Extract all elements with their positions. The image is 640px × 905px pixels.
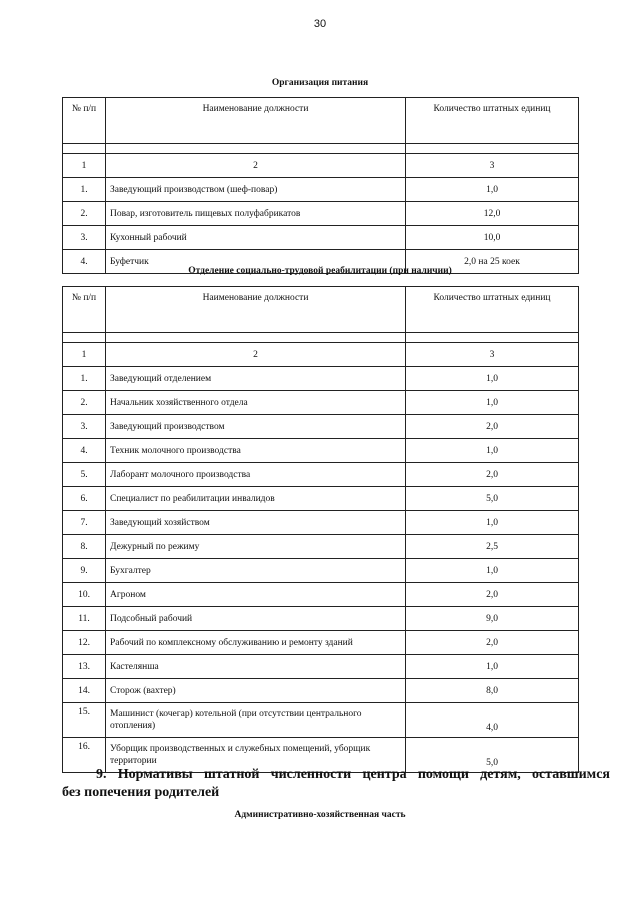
- staff-count: 1,0: [406, 178, 579, 202]
- staff-count: 2,0: [406, 583, 579, 607]
- staff-count: 2,0: [406, 415, 579, 439]
- staff-count: 10,0: [406, 226, 579, 250]
- position-name: Агроном: [106, 583, 406, 607]
- index-cell: 2: [106, 154, 406, 178]
- staff-count: 2,5: [406, 535, 579, 559]
- row-number: 1.: [63, 178, 106, 202]
- table-index-row: [63, 343, 579, 367]
- index-cell: 1: [63, 343, 106, 367]
- section-heading: 9. Нормативы штатной численности центра помощи детям, оставшимся: [96, 767, 610, 782]
- position-name: Кухонный рабочий: [106, 226, 406, 250]
- index-cell: 3: [406, 154, 579, 178]
- table-row: [63, 178, 579, 202]
- position-name: Техник молочного производства: [106, 439, 406, 463]
- header-position: Наименование должности: [106, 287, 406, 333]
- row-number: 13.: [63, 655, 106, 679]
- position-name: Буфетчик: [106, 250, 406, 274]
- position-name: Заведующий производством: [106, 415, 406, 439]
- staff-count: 1,0: [406, 511, 579, 535]
- row-number: 16.: [63, 738, 106, 773]
- table-row: [63, 583, 579, 607]
- index-cell: 2: [106, 343, 406, 367]
- table-row: [63, 463, 579, 487]
- index-cell: 3: [406, 343, 579, 367]
- row-number: 4.: [63, 439, 106, 463]
- staff-count: 4,0: [406, 703, 579, 738]
- page-number: 30: [313, 18, 327, 30]
- position-name: Повар, изготовитель пищевых полуфабрикатов: [106, 202, 406, 226]
- staff-count: 2,0: [406, 631, 579, 655]
- row-number: 1.: [63, 367, 106, 391]
- header-number: № п/п: [63, 287, 106, 333]
- row-number: 7.: [63, 511, 106, 535]
- section-heading-continued: без попечения родителей: [62, 785, 220, 800]
- staff-count: 5,0: [406, 487, 579, 511]
- row-number: 12.: [63, 631, 106, 655]
- table-row: [63, 559, 579, 583]
- staff-count: 9,0: [406, 607, 579, 631]
- header-count: Количество штатных единиц: [406, 287, 579, 333]
- row-number: 8.: [63, 535, 106, 559]
- staff-count: 2,0 на 25 коек: [406, 250, 579, 274]
- staff-count: 1,0: [406, 559, 579, 583]
- table-row: [63, 703, 579, 738]
- staff-count: 1,0: [406, 367, 579, 391]
- staff-count: 1,0: [406, 655, 579, 679]
- row-number: 4.: [63, 250, 106, 274]
- staff-count: 1,0: [406, 439, 579, 463]
- position-name: Уборщик производственных и служебных помещений, уборщик территории: [106, 738, 406, 773]
- table-row: [63, 511, 579, 535]
- position-name: Рабочий по комплексному обслуживанию и ремонту зданий: [106, 631, 406, 655]
- row-number: 3.: [63, 415, 106, 439]
- staff-count: 1,0: [406, 391, 579, 415]
- position-name: Кастелянша: [106, 655, 406, 679]
- row-number: 10.: [63, 583, 106, 607]
- table-row: [63, 607, 579, 631]
- position-name: Бухгалтер: [106, 559, 406, 583]
- staff-count: 8,0: [406, 679, 579, 703]
- position-name: Подсобный рабочий: [106, 607, 406, 631]
- rehabilitation-staff-table: [62, 286, 579, 773]
- table2-title: Отделение социально-трудовой реабилитации (при наличии): [188, 266, 452, 276]
- table-row: [63, 535, 579, 559]
- table-row: [63, 202, 579, 226]
- section-subtitle: Административно-хозяйственная часть: [234, 810, 406, 820]
- table-row: [63, 226, 579, 250]
- table1-title: Организация питания: [271, 78, 369, 88]
- table-row: [63, 679, 579, 703]
- row-number: 9.: [63, 559, 106, 583]
- staff-count: 12,0: [406, 202, 579, 226]
- staff-count: 5,0: [406, 738, 579, 773]
- table-row: [63, 415, 579, 439]
- table-row: [63, 439, 579, 463]
- row-number: 3.: [63, 226, 106, 250]
- position-name: Заведующий отделением: [106, 367, 406, 391]
- row-number: 11.: [63, 607, 106, 631]
- table-row: [63, 391, 579, 415]
- staff-count: 2,0: [406, 463, 579, 487]
- position-name: Заведующий хозяйством: [106, 511, 406, 535]
- position-name: Заведующий производством (шеф-повар): [106, 178, 406, 202]
- table-row: [63, 655, 579, 679]
- row-number: 2.: [63, 202, 106, 226]
- row-number: 14.: [63, 679, 106, 703]
- header-number: № п/п: [63, 98, 106, 144]
- table-row: [63, 631, 579, 655]
- position-name: Лаборант молочного производства: [106, 463, 406, 487]
- table-row: [63, 367, 579, 391]
- position-name: Специалист по реабилитации инвалидов: [106, 487, 406, 511]
- table-index-row: [63, 154, 579, 178]
- header-count: Количество штатных единиц: [406, 98, 579, 144]
- table-row: [63, 487, 579, 511]
- table-header-row: [63, 287, 579, 333]
- row-number: 5.: [63, 463, 106, 487]
- position-name: Начальник хозяйственного отдела: [106, 391, 406, 415]
- table-header-row: [63, 98, 579, 144]
- position-name: Дежурный по режиму: [106, 535, 406, 559]
- row-number: 15.: [63, 703, 106, 738]
- index-cell: 1: [63, 154, 106, 178]
- header-position: Наименование должности: [106, 98, 406, 144]
- position-name: Машинист (кочегар) котельной (при отсутствии центрального отопления): [106, 703, 406, 738]
- row-number: 2.: [63, 391, 106, 415]
- position-name: Сторож (вахтер): [106, 679, 406, 703]
- row-number: 6.: [63, 487, 106, 511]
- catering-staff-table: [62, 97, 579, 274]
